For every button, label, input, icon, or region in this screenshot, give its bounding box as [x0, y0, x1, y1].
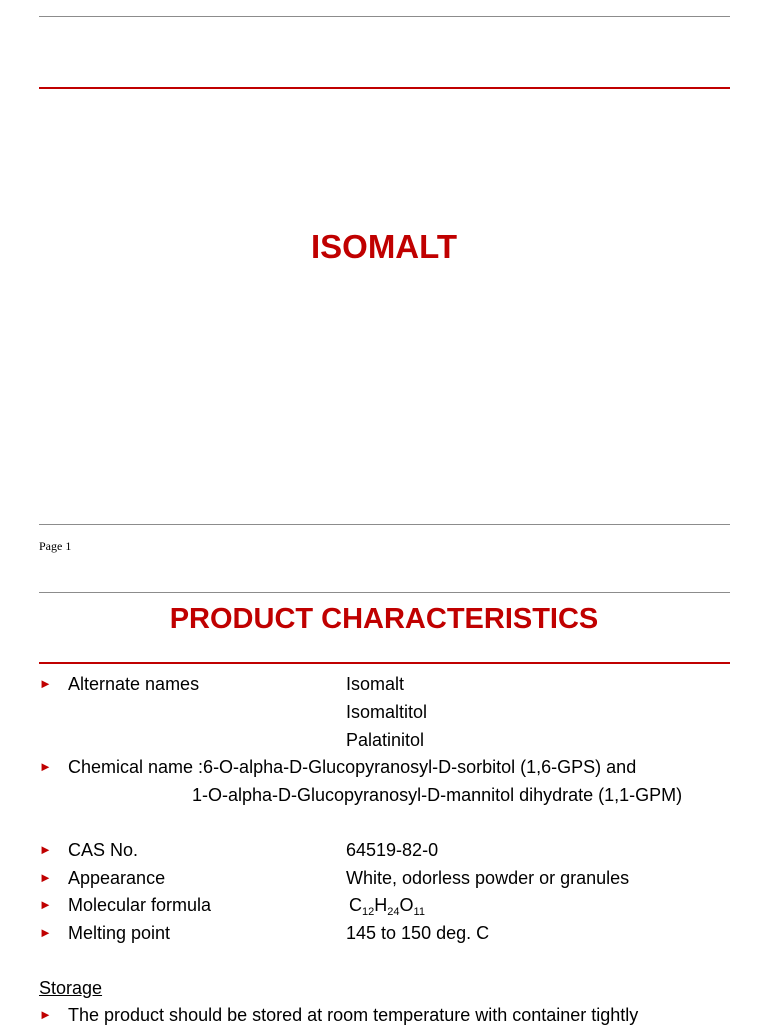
bullet-arrow-icon: ►: [39, 870, 52, 885]
slide1-top-red-rule: [39, 87, 730, 89]
alternate-name-value: Palatinitol: [346, 730, 425, 750]
chemical-name-line1: Chemical name :6-O-alpha-D-Glucopyranosyl-D-sorbitol (1,6-GPS) and: [68, 757, 637, 777]
appearance-label: Appearance: [68, 868, 166, 888]
alternate-name-value: Isomaltitol: [346, 702, 428, 722]
bullet-arrow-icon: ►: [39, 759, 52, 774]
top-divider: [39, 16, 730, 17]
slide2-title: PRODUCT CHARACTERISTICS: [169, 603, 599, 635]
melting-point-label: Melting point: [68, 923, 171, 943]
bullet-arrow-icon: ►: [39, 925, 52, 940]
slide2-top-divider: [39, 592, 730, 593]
page-number-label: Page 1: [39, 539, 72, 553]
alternate-names-label: Alternate names: [68, 674, 200, 694]
molecular-formula-value: $C_{12}H_{24}O_{11}$: [349, 895, 425, 918]
storage-text: The product should be stored at room temperature with container tightly: [68, 1005, 639, 1025]
cas-number-label: CAS No.: [68, 840, 139, 860]
alternate-name-value: Isomalt: [346, 674, 405, 694]
slide2-title-red-rule: [39, 662, 730, 664]
bullet-arrow-icon: ►: [39, 676, 52, 691]
storage-heading: Storage: [39, 978, 103, 998]
melting-point-value: 145 to 150 deg. C: [346, 923, 490, 943]
cas-number-value: 64519-82-0: [346, 840, 439, 860]
slide1-bottom-divider: [39, 524, 730, 525]
bullet-arrow-icon: ►: [39, 897, 52, 912]
bullet-arrow-icon: ►: [39, 1007, 52, 1022]
appearance-value: White, odorless powder or granules: [346, 868, 630, 888]
chemical-name-line2: 1-O-alpha-D-Glucopyranosyl-D-mannitol dihydrate (1,1-GPM): [192, 785, 683, 805]
slide1-title: ISOMALT: [310, 228, 458, 265]
molecular-formula-label: Molecular formula: [68, 895, 212, 915]
bullet-arrow-icon: ►: [39, 842, 52, 857]
